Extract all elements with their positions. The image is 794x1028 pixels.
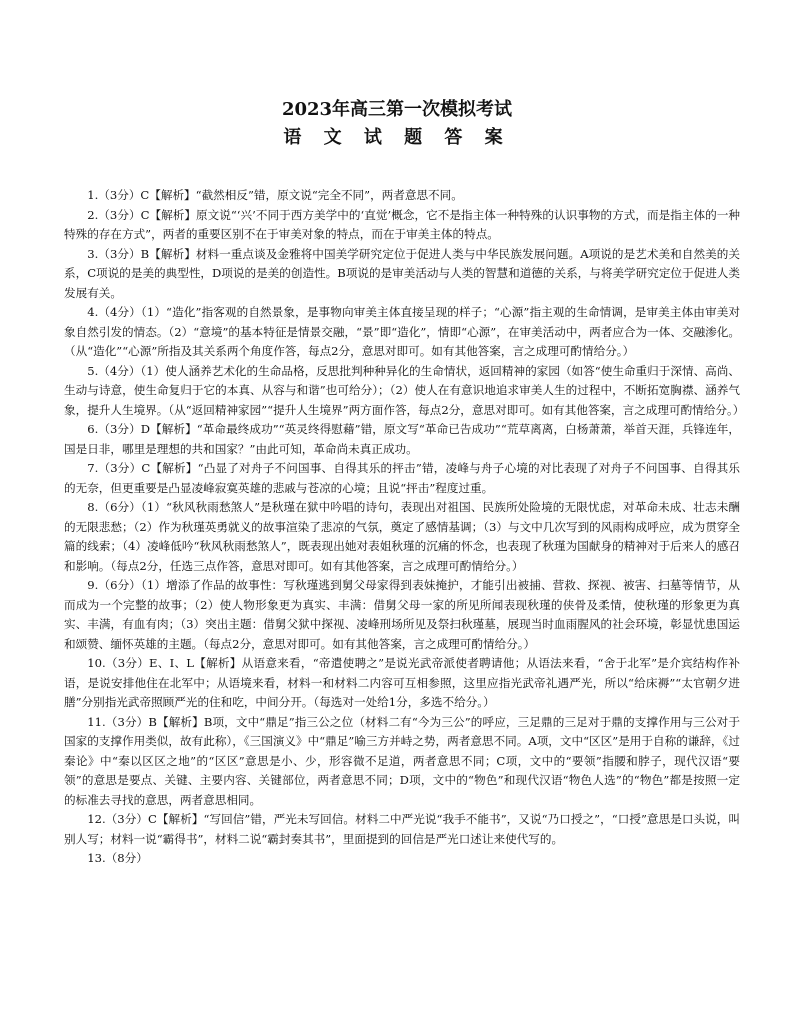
document-title: 2023年高三第一次模拟考试	[281, 99, 513, 120]
answer-list	[64, 186, 745, 869]
answer-item-12: 12.（3分）C【解析】“写回信”错，严光未写回信。材料二中严光说“我手不能书”，又说“乃口授之”，“口授”意思是口头说，叫别人写；材料一说“霸得书”，材料二说“霸封奏其书”，里面提到的回信是严光口述让来使代写的。	[64, 812, 740, 846]
answer-item-7: 7.（3分）C【解析】“凸显了对舟子不问国事、自得其乐的抨击”错，凌峰与舟子心境的对比表现了对舟子不问国事、自得其乐的无奈，但更重要是凸显凌峰寂寞英雄的悲戚与苍凉的心境；且说“抨击”程度过重。	[64, 461, 740, 495]
answer-item-6: 6.（3分）D【解析】“革命最终成功”“英灵终得慰藉”错，原文写“革命已告成功”“荒草离离，白杨萧萧，举首天涯，兵锋连年，国是日非，哪里是理想的共和国家？”由此可知，革命尚未真正成功。	[64, 422, 740, 456]
document-subtitle: 语 文 试 题 答 案	[283, 127, 511, 148]
answer-item-2: 2.（3分）C【解析】原文说“‘兴’不同于西方美学中的‘直觉’概念，它不是指主体一种特殊的认识事物的方式，而是指主体的一种特殊的存在方式”，两者的重要区别不在于审美对象的特点，而在于审美主体的特点。	[64, 207, 740, 241]
answer-item-11: 11.（3分）B【解析】B项，文中“鼎足”指三公之位（材料二有“今为三公”的呼应，三足鼎的三足对于鼎的支撑作用与三公对于国家的支撑作用类似，故有此称），《三国演义》中“鼎足”喻三方并峙之势，两者意思不同。A项，文中“区区”是用于自称的谦辞，《过秦论》中“秦以区区之地”的“区区”意思是小、少，形容微不足道，两者意思不同；C项，文中的“要领”指腰和脖子，现代汉语“要领”的意思是要点、关键、主要内容、关键部位，两者意思不同；D项，文中的“物色”和现代汉语“物色人选”的“物色”都是按照一定的标准去寻找的意思，两者意思相同。	[64, 714, 740, 807]
answer-item-5: 5.（4分）（1）使人涵养艺术化的生命品格，反思批判种种异化的生命情状，返回精神的家园（如答“使生命重归于深情、高尚、生动与诗意，使生命复归于它的本真、从容与和谐”也可给分）；（2）使人在有意识地追求审美人生的过程中，不断拓宽胸襟、涵养气象，提升人生境界。（从“返回精神家园”“提升人生境界”两方面作答，每点2分，意思对即可。如有其他答案，言之成理可酌情给分。）	[64, 363, 745, 417]
answer-item-13: 13.（8分）	[87, 851, 148, 865]
answer-item-8: 8.（6分）（1）“秋风秋雨愁煞人”是秋瑾在狱中吟唱的诗句，表现出对祖国、民族所处险境的无限忧虑，对革命未成、壮志未酬的无限悲愁；（2）作为秋瑾英勇就义的故事渲染了悲凉的气氛，奠定了感情基调；（3）与文中几次写到的风雨构成呼应，成为贯穿全篇的线索；（4）凌峰低吟“秋风秋雨愁煞人”，既表现出她对表姐秋瑾的沉痛的怀念，也表现了秋瑾为国献身的精神对于后来人的感召和影响。（每点2分，任选三点作答，意思对即可。如有其他答案，言之成理可酌情给分。）	[64, 500, 740, 573]
answer-item-9: 9.（6分）（1）增添了作品的故事性：写秋瑾逃到舅父母家得到表妹掩护，才能引出被捕、营救、探视、被害、扫墓等情节，从而成为一个完整的故事；（2）使人物形象更为真实、丰满：借舅父母一家的所见所闻表现秋瑾的侠骨及柔情，使秋瑾的形象更为真实、丰满，有血有肉；（3）突出主题：借舅父狱中探视、凌峰刑场所见及祭扫秋瑾墓，展现当时血雨腥风的社会环境，彰显忧患国运和颂赞、缅怀英雄的主题。（每点2分，意思对即可。如有其他答案，言之成理可酌情给分。）	[64, 578, 740, 651]
answer-item-1: 1.（3分）C【解析】“截然相反”错，原文说“完全不同”，两者意思不同。	[87, 188, 463, 202]
answer-item-3: 3.（3分）B【解析】材料一重点谈及金雅将中国美学研究定位于促进人类与中华民族发展问题。A项说的是艺术美和自然美的关系，C项说的是美的典型性，D项说的是美的创造性。B项说的是审美活动与人类的智慧和道德的关系，与将美学研究定位于促进人类发展有关。	[64, 246, 740, 300]
answer-item-4: 4.（4分）（1）“造化”指客观的自然景象，是事物向审美主体直接呈现的样子；“心源”指主观的生命情调，是审美主体由审美对象自然引发的情态。（2）“意境”的基本特征是情景交融，“景”即“造化”，情即“心源”，在审美活动中，两者应合为一体、交融渗化。（从“造化”“心源”所指及其关系两个角度作答，每点2分，意思对即可。如有其他答案，言之成理可酌情给分。）	[64, 305, 740, 358]
answer-item-10: 10.（3分）E、I、L【解析】从语意来看，“帝遣使聘之”是说光武帝派使者聘请他；从语法来看，“舍于北军”是介宾结构作补语，是说安排他住在北军中；从语境来看，材料一和材料二内容可互相参照，这里应指光武帝礼遇严光，所以“给床褥”“太官朝夕进膳”分别指光武帝照顾严光的住和吃，中间分开。（每选对一处给1分，多选不给分。）	[64, 656, 740, 709]
